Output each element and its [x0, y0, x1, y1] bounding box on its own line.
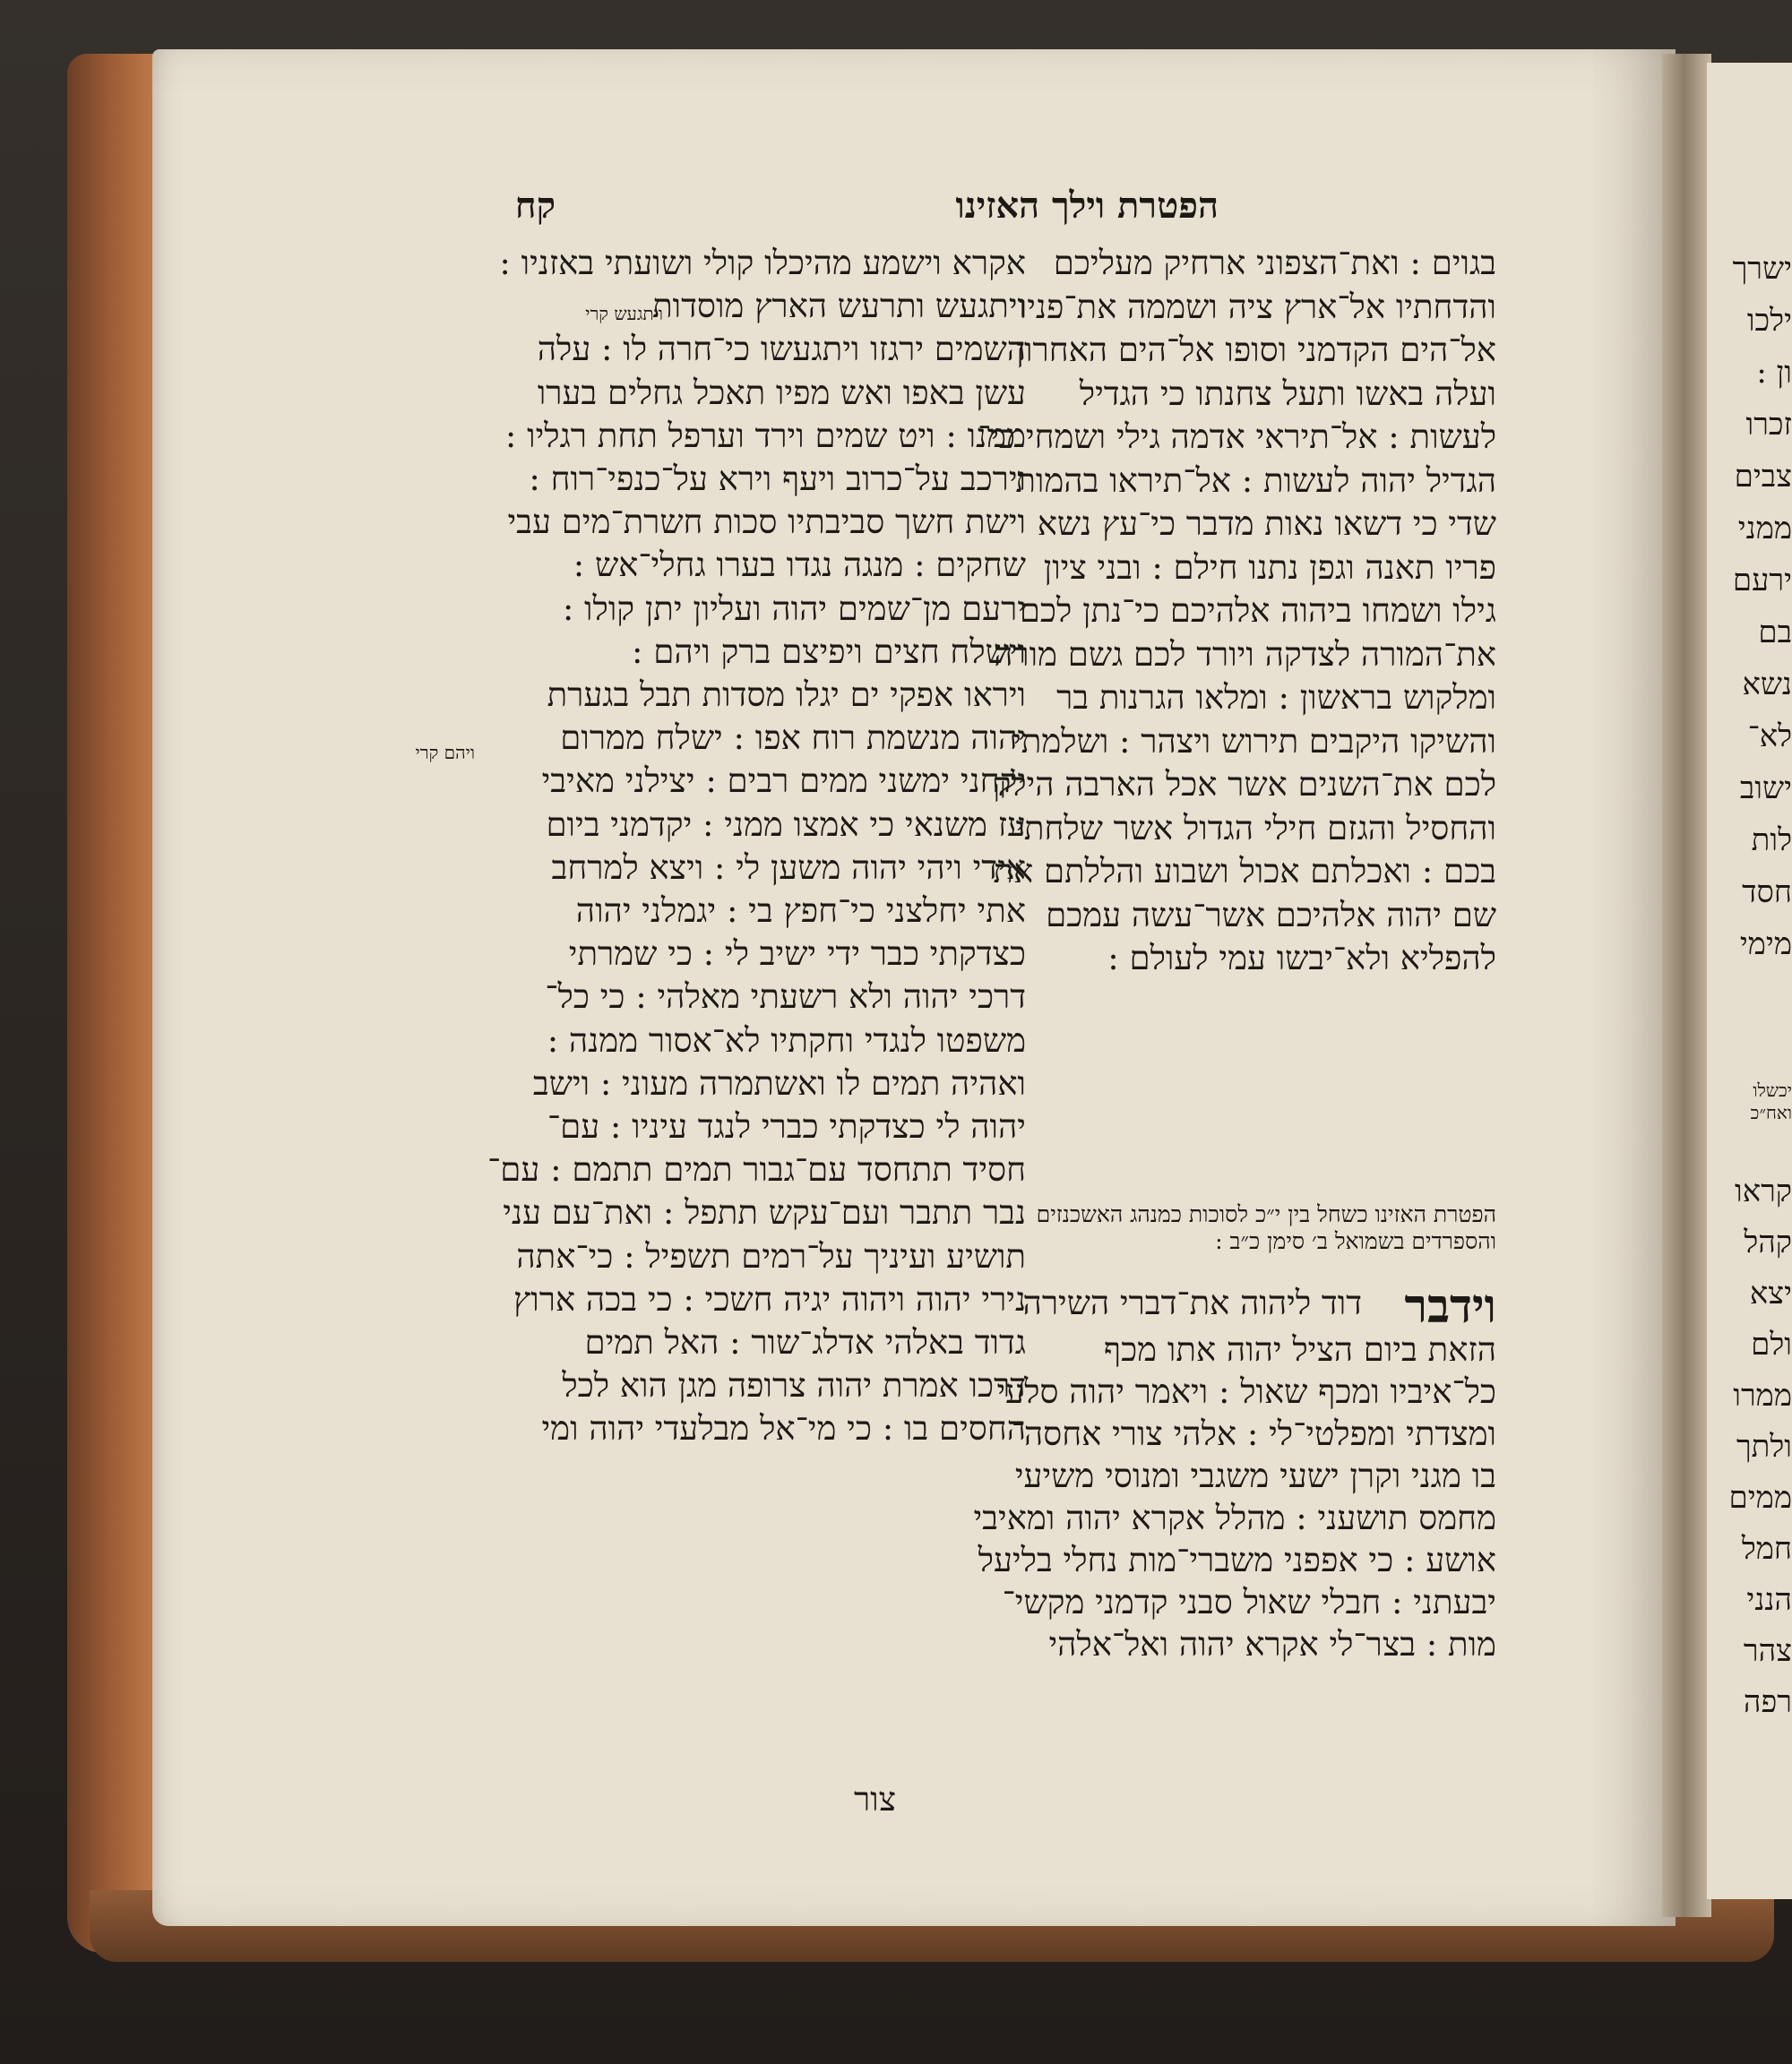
text-line: דוד ליהוה את־דברי השירה: [1022, 1284, 1362, 1322]
text-line: ממנו : ויט שמים וירד וערפל תחת רגליו :: [504, 416, 1026, 455]
text-line: ועלה באשו ותעל צחנתו כי הגדיל: [1079, 374, 1496, 413]
text-line: וישלח חצים ויפיצם ברק ויהם :: [632, 632, 1026, 671]
text-line: אל־הים הקדמני וסופו אל־הים האחרון: [1015, 331, 1496, 369]
page-number: קח: [514, 185, 556, 227]
text-line: וירכב על־כרוב ויעף וירא על־כנפי־רוח :: [529, 460, 1026, 498]
text-line: גילו ושמחו ביהוה אלהיכם כי־נתן לכם: [1019, 591, 1496, 630]
text-line: יקחני ימשני ממים רבים : יצילני מאיבי: [541, 761, 1026, 801]
text-line: יבעתני : חבלי שאול סבני קדמני מקשי־: [1002, 1583, 1496, 1621]
text-line: עשן באפו ואש מפיו תאכל גחלים בערו: [537, 373, 1026, 412]
text-line: אידי ויהי יהוה משען לי : ויצא למרחב: [551, 847, 1026, 887]
text-line: אתי יחלצני כי־חפץ בי : יגמלני יהוה: [575, 891, 1026, 930]
facing-fragment: יצא: [1749, 1276, 1792, 1312]
facing-fragment: לות: [1751, 822, 1792, 858]
catchword: צור: [853, 1780, 896, 1819]
text-line: לכם את־השנים אשר אכל הארבה הילק: [993, 765, 1496, 804]
facing-fragment: חסד: [1742, 874, 1792, 910]
text-line: הזאת ביום הציל יהוה אתו מכף: [1103, 1330, 1496, 1369]
text-line: גדוד באלהי אדלג־שור : האל תמים: [584, 1323, 1026, 1362]
haftarah-note: הפטרת האזינו כשחל בין י״כ לסוכות כמנהג האשכנזים: [1036, 1201, 1496, 1227]
facing-fragment: ממני: [1737, 511, 1792, 546]
text-line: שחקים : מנגה נגדו בערו גחלי־אש :: [573, 546, 1026, 585]
facing-fragment: צבים: [1734, 459, 1792, 494]
facing-fragment: לא־: [1747, 718, 1792, 754]
text-line: תושיע ועיניך על־רמים תשפיל : כי־אתה: [516, 1236, 1026, 1276]
facing-fragment: ישרך: [1732, 251, 1792, 287]
running-title: הפטרת וילך האזינו: [955, 185, 1219, 227]
text-line: לעשות : אל־תיראי אדמה גילי ושמחי כי־: [978, 417, 1496, 456]
facing-fragment: חמל: [1741, 1531, 1792, 1567]
facing-fragment: צהר: [1743, 1633, 1792, 1669]
text-line: והשיקו היקבים תירוש ויצהר : ושלמתי: [1012, 721, 1496, 761]
facing-fragment: זכרו: [1745, 407, 1792, 443]
text-line: יהוה לי כצדקתי כברי לנגד עיניו : עם־: [547, 1107, 1026, 1146]
text-line: פריו תאנה וגפן נתנו חילם : ובני ציון: [1043, 547, 1496, 587]
text-line: והחסיל והגזם חילי הגדול אשר שלחתי: [1015, 808, 1496, 847]
gutter: [1662, 54, 1711, 1917]
facing-fragment: הנני: [1746, 1582, 1792, 1618]
text-line: שם יהוה אלהיכם אשר־עשה עמכם: [1046, 895, 1496, 934]
text-line: להפליא ולא־יבשו עמי לעולם :: [1107, 939, 1496, 977]
facing-note: יכשלו ואח״כ: [1750, 1079, 1792, 1123]
text-line: יהוה מנשמת רוח אפו : ישלח ממרום: [560, 718, 1026, 758]
text-line: ויראו אפקי ים יגלו מסדות תבל בגערת: [547, 675, 1026, 714]
facing-fragment: ממרו: [1733, 1378, 1792, 1414]
text-line: עז משנאי כי אמצו ממני : יקדמני ביום: [546, 804, 1026, 844]
facing-fragment: ישוב: [1739, 770, 1792, 806]
margin-note: ויהם קרי: [415, 742, 475, 763]
text-line: וישת חשך סביבתיו סכות חשרת־מים עבי: [507, 503, 1026, 542]
facing-fragment: ון :: [1756, 355, 1792, 391]
text-line: בכם : ואכלתם אכול ושבוע והללתם את־: [980, 852, 1496, 890]
text-line: נירי יהוה ויהוה יגיה חשכי : כי בכה ארוץ: [513, 1279, 1026, 1319]
text-line: החסים בו : כי מי־אל מבלעדי יהוה ומי: [541, 1409, 1026, 1449]
facing-fragment: ממים: [1728, 1480, 1792, 1516]
facing-fragment: מימי: [1739, 926, 1792, 962]
text-line: מחמס תושעני : מהלל אקרא יהוה ומאיבי: [973, 1499, 1496, 1537]
text-line: משפטו לנגדי וחקתיו לא־אסור ממנה :: [547, 1020, 1026, 1060]
text-line: ירעם מן־שמים יהוה ועליון יתן קולו :: [562, 589, 1026, 628]
text-line: את־המורה לצדקה ויורד לכם גשם מורה: [994, 634, 1496, 674]
haftarah-note: והספרדים בשמואל ב׳ סימן כ״ב :: [1215, 1228, 1496, 1254]
text-line: והדחתיו אל־ארץ ציה ושממה את־פניו: [1018, 287, 1496, 326]
facing-fragment: ולתך: [1736, 1429, 1792, 1465]
text-line: דרכי יהוה ולא רשעתי מאלהי : כי כל־: [545, 977, 1026, 1017]
text-line: ומלקוש בראשון : ומלאו הגרנות בר: [1056, 678, 1496, 717]
margin-note: ויתגעש קרי: [585, 303, 663, 324]
facing-fragment: ולם: [1751, 1327, 1792, 1363]
text-line: חסיד תתחסד עם־גבור תמים תתמם : עם־: [487, 1150, 1026, 1190]
text-line: השמים ירגזו ויתגעשו כי־חרה לו : עלה: [537, 330, 1026, 369]
facing-fragment: קהל: [1744, 1225, 1792, 1260]
facing-fragment: רפה: [1743, 1684, 1792, 1720]
facing-fragment: נשא: [1742, 666, 1792, 702]
text-line: ואהיה תמים לו ואשתמרה מעוני : וישב: [532, 1063, 1026, 1103]
text-line: אקרא וישמע מהיכלו קולי ושועתי באזניו :: [499, 244, 1026, 282]
text-line: הגדיל יהוה לעשות : אל־תיראו בהמות: [1015, 460, 1496, 500]
facing-fragment: ירעם: [1732, 563, 1792, 598]
facing-fragment: קראו: [1735, 1174, 1792, 1209]
text-line: ויתגעש ותרעש הארץ מוסדות: [652, 287, 1026, 326]
text-line: מות : בצר־לי אקרא יהוה ואל־אלהי: [1048, 1625, 1496, 1664]
text-line: דרכו אמרת יהוה צרופה מגן הוא לכל: [562, 1366, 1026, 1406]
text-line: ומצדתי ומפלטי־לי : אלהי צורי אחסה־: [1011, 1415, 1496, 1453]
text-line: שדי כי דשאו נאות מדבר כי־עץ נשא: [1037, 504, 1496, 543]
text-line: נבר תתבר ועם־עקש תתפל : ואת־עם עני: [503, 1193, 1026, 1233]
text-line: אושע : כי אפפני משברי־מות נחלי בליעל: [978, 1541, 1496, 1579]
lead-word: וידבר: [1404, 1279, 1496, 1334]
facing-fragment: בם: [1758, 615, 1792, 650]
facing-fragment: ילכו: [1746, 303, 1792, 339]
text-line: בגוים : ואת־הצפוני ארחיק מעליכם: [1053, 244, 1496, 282]
text-line: בו מגני וקרן ישעי משגבי ומנוסי משיעי: [1014, 1457, 1496, 1495]
text-line: כצדקתי כבר ידי ישיב לי : כי שמרתי: [568, 934, 1026, 974]
text-line: כל־איביו ומכף שאול : ויאמר יהוה סלעי: [996, 1372, 1496, 1411]
